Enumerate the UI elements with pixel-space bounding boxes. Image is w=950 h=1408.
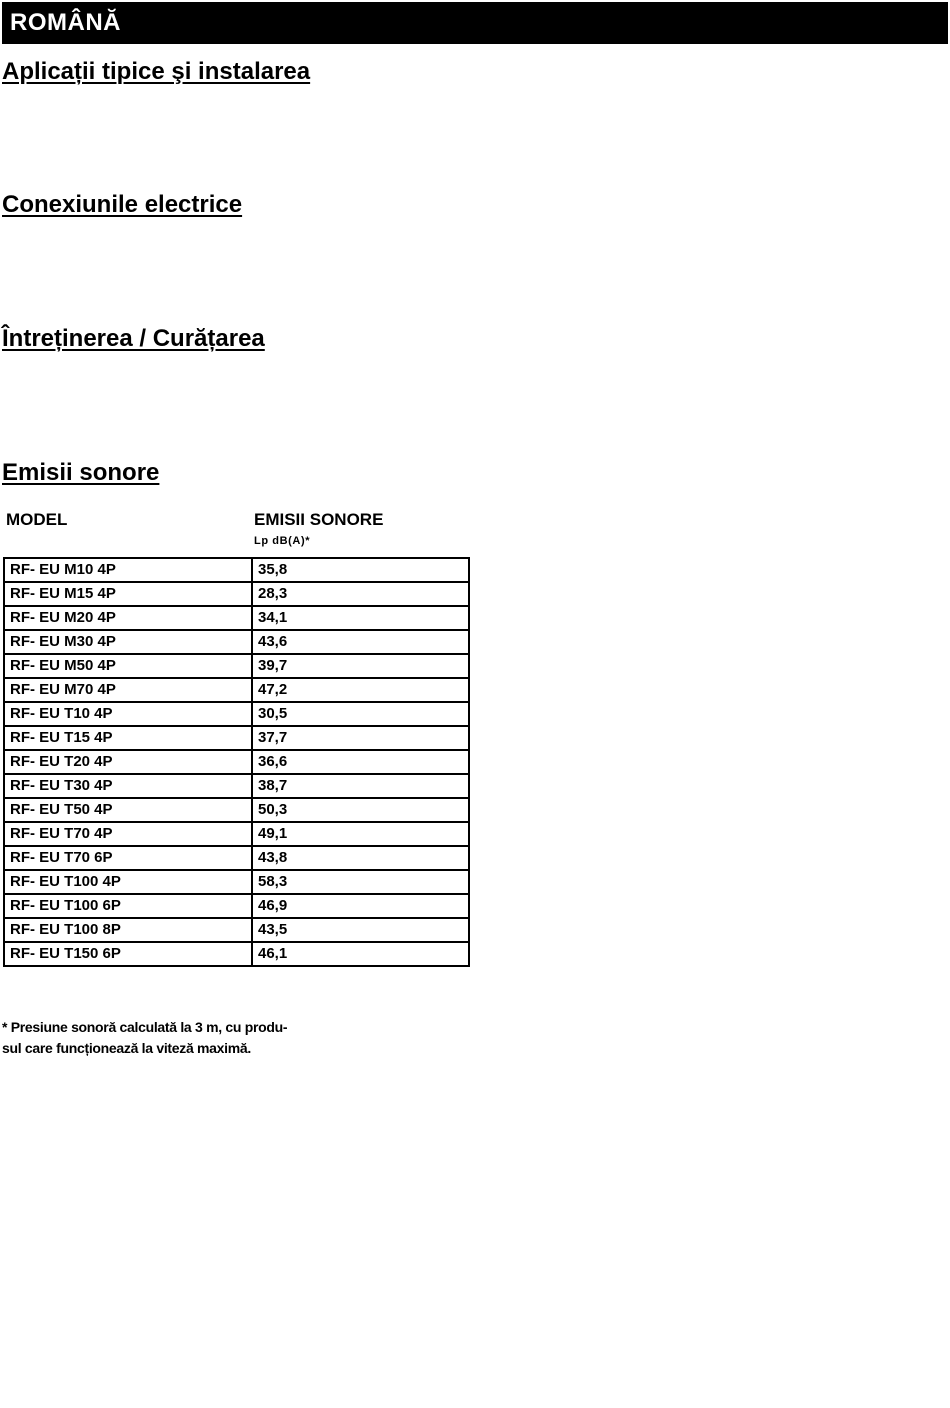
model-cell: RF- EU T100 8P (4, 918, 252, 942)
table-row (4, 774, 469, 798)
applications-heading: Aplicații tipice şi instalarea (2, 58, 311, 85)
emission-column-header: EMISII SONORE (254, 510, 384, 529)
table-row (4, 822, 469, 846)
table-row (4, 558, 469, 582)
model-cell: RF- EU M20 4P (4, 606, 252, 630)
emission-value-cell: 50,3 (252, 798, 469, 822)
table-row (4, 918, 469, 942)
table-row (4, 678, 469, 702)
table-row (4, 750, 469, 774)
model-cell: RF- EU T10 4P (4, 702, 252, 726)
model-column-header: MODEL (6, 510, 68, 529)
table-row (4, 942, 469, 966)
emission-value-cell: 34,1 (252, 606, 469, 630)
emission-value-cell: 37,7 (252, 726, 469, 750)
emission-value-cell: 46,9 (252, 894, 469, 918)
model-cell: RF- EU T70 6P (4, 846, 252, 870)
model-cell: RF- EU T15 4P (4, 726, 252, 750)
model-cell: RF- EU M10 4P (4, 558, 252, 582)
footnote-line-2: sul care funcționează la viteză maximă. (2, 1040, 251, 1056)
table-row (4, 894, 469, 918)
language-banner: ROMÂNĂ (2, 2, 948, 44)
emission-value-cell: 43,6 (252, 630, 469, 654)
electrical-connections-heading: Conexiunile electrice (2, 191, 243, 218)
model-cell: RF- EU M70 4P (4, 678, 252, 702)
table-row (4, 630, 469, 654)
table-row (4, 726, 469, 750)
emission-value-cell: 28,3 (252, 582, 469, 606)
table-row (4, 846, 469, 870)
model-cell: RF- EU M15 4P (4, 582, 252, 606)
model-cell: RF- EU T20 4P (4, 750, 252, 774)
model-cell: RF- EU T150 6P (4, 942, 252, 966)
table-row (4, 702, 469, 726)
emission-value-cell: 39,7 (252, 654, 469, 678)
footnote-line-1: * Presiune sonoră calculată la 3 m, cu produ- (2, 1019, 288, 1035)
model-cell: RF- EU T100 4P (4, 870, 252, 894)
noise-emissions-heading: Emisii sonore (2, 459, 160, 486)
table-row (4, 606, 469, 630)
emission-value-cell: 47,2 (252, 678, 469, 702)
table-row (4, 870, 469, 894)
emission-value-cell: 35,8 (252, 558, 469, 582)
model-cell: RF- EU T100 6P (4, 894, 252, 918)
maintenance-heading: Întreținerea / Curățarea (2, 325, 265, 352)
emission-value-cell: 36,6 (252, 750, 469, 774)
emission-value-cell: 38,7 (252, 774, 469, 798)
table-row (4, 798, 469, 822)
emission-value-cell: 43,5 (252, 918, 469, 942)
emission-value-cell: 49,1 (252, 822, 469, 846)
footnote (2, 1017, 332, 1059)
emission-value-cell: 30,5 (252, 702, 469, 726)
model-cell: RF- EU T30 4P (4, 774, 252, 798)
model-cell: RF- EU T70 4P (4, 822, 252, 846)
model-cell: RF- EU M50 4P (4, 654, 252, 678)
table-row (4, 654, 469, 678)
model-cell: RF- EU M30 4P (4, 630, 252, 654)
emission-unit-label: Lp dB(A)* (254, 535, 311, 547)
emission-value-cell: 46,1 (252, 942, 469, 966)
emission-value-cell: 58,3 (252, 870, 469, 894)
table-row (4, 582, 469, 606)
emission-value-cell: 43,8 (252, 846, 469, 870)
model-cell: RF- EU T50 4P (4, 798, 252, 822)
noise-emissions-table (3, 557, 470, 967)
